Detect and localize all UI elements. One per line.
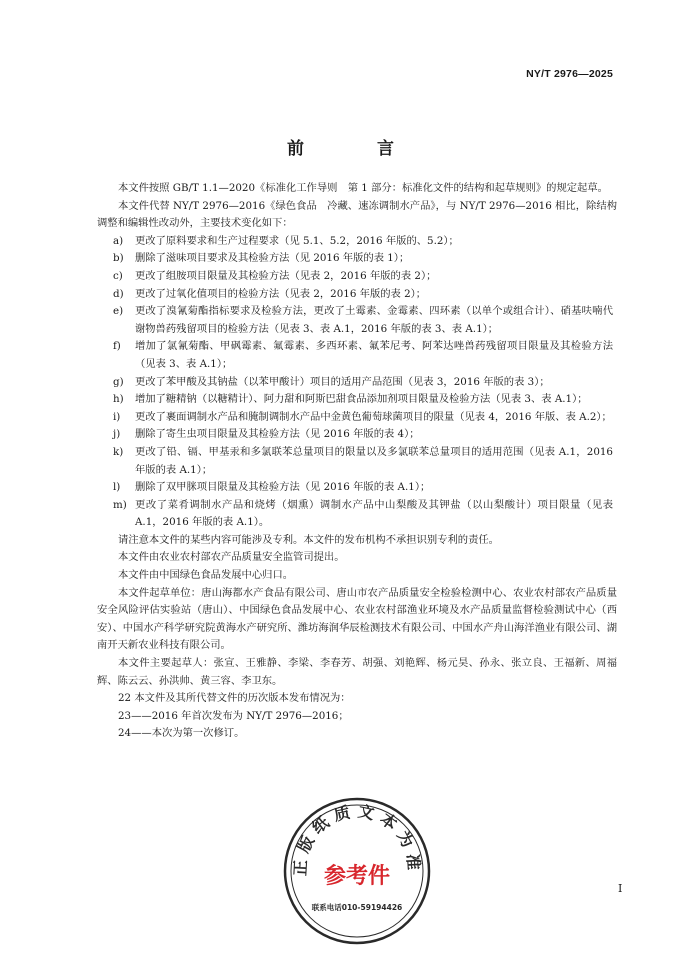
list-item — [97, 497, 617, 532]
list-item — [97, 409, 617, 427]
changes-list — [97, 233, 617, 532]
list-item-text: 更改了组胺项目限量及其检验方法（见表 2，2016 年版的表 2）； — [135, 269, 437, 282]
list-item-text: 更改了过氧化值项目的检验方法（见表 2，2016 年版的表 2）； — [135, 287, 427, 300]
list-item-text: 更改了原料要求和生产过程要求（见 5.1、5.2，2016 年版的、5.2）； — [135, 234, 459, 247]
list-item-mark: h) — [113, 393, 124, 406]
list-item-mark: k) — [113, 445, 124, 458]
list-item — [97, 444, 617, 479]
stamp-graphic — [282, 796, 432, 946]
history-line: 23——2016 年首次发布为 NY/T 2976—2016； — [118, 709, 349, 722]
list-item-text: 删除了滋味项目要求及其检验方法（见 2016 年版的表 1）； — [135, 252, 410, 265]
list-item-mark: d) — [113, 287, 124, 300]
list-item — [97, 338, 617, 373]
list-item-mark: a) — [113, 234, 124, 247]
list-item — [97, 374, 617, 392]
list-item-text: 更改了溴氰菊酯指标要求及检验方法，更改了土霉素、金霉素、四环素（以单个或组合计）、硝基呋喃代谢物兽药残留项目的检验方法（见表 3、表 A.1，2016 年版的表 3、表 A.1）； — [135, 305, 613, 335]
list-item-mark: b) — [113, 252, 124, 265]
stamp-center-text: 参考件 — [323, 864, 391, 889]
paragraph-drafting-units: 本文件起草单位：唐山海都水产食品有限公司、唐山市农产品质量安全检验检测中心、农业农村部农产品质量安全风险评估实验站（唐山）、中国绿色食品发展中心、农业农村部渔业环境及水产品质量监督检验测试中心（西安）、中国水产科学研究院黄海水产研究所、潍坊海润华辰检测技术有限公司、中国水产舟山海洋渔业有限公司、湖南开天新农业科技有限公司。 — [97, 586, 617, 652]
stamp-contact-text: 联系电话010-59194426 — [311, 903, 403, 912]
list-item-mark: e) — [113, 305, 124, 318]
list-item-text: 更改了苯甲酸及其钠盐（以苯甲酸计）项目的适用产品范围（见表 3，2016 年版的表 3）； — [135, 375, 550, 388]
list-item-text: 删除了双甲脒项目限量及其检验方法（见 2016 年版的表 A.1）； — [135, 481, 431, 494]
list-item-text: 更改了裹面调制水产品和腌制调制水产品中金黄色葡萄球菌项目的限量（见表 4，2016 年版、表 A.2）； — [135, 410, 612, 423]
list-item — [97, 391, 617, 409]
list-item-mark: l) — [113, 481, 121, 494]
list-item — [97, 303, 617, 338]
list-item — [97, 268, 617, 286]
paragraph-administrator: 本文件由中国绿色食品发展中心归口。 — [118, 569, 294, 582]
list-item-mark: m) — [113, 498, 127, 511]
list-item-text: 增加了氯氰菊酯、甲砜霉素、氟霉素、多西环素、氟苯尼考、阿苯达唑兽药残留项目限量及其检验方法（见表 3、表 A.1）； — [135, 340, 613, 370]
stamp-arc-path-text: 正版纸质文本为准 — [290, 801, 424, 877]
paragraph-drafters: 本文件主要起草人：张宣、王雅静、李梁、李春芳、胡强、刘艳辉、杨元昊、孙永、张立良、王福新、周福辉、陈云云、孙洪帅、黄三容、李卫东。 — [97, 657, 617, 687]
paragraph-patent-notice: 请注意本文件的某些内容可能涉及专利。本文件的发布机构不承担识别专利的责任。 — [118, 533, 499, 546]
list-item — [97, 426, 617, 444]
list-item — [97, 233, 617, 251]
document-body — [97, 180, 617, 743]
list-item — [97, 250, 617, 268]
list-item-mark: f) — [113, 340, 121, 353]
list-item-text: 更改了铅、镉、甲基汞和多氯联苯总量项目的限量以及多氯联苯总量项目的适用范围（见表 A.1，2016 年版的表 A.1）； — [135, 445, 613, 476]
list-item-mark: j) — [113, 428, 121, 441]
list-item-text: 删除了寄生虫项目限量及其检验方法（见 2016 年版的表 4）； — [135, 428, 420, 441]
list-item-mark: g) — [113, 375, 124, 388]
reference-stamp — [282, 796, 432, 946]
page-number: I — [618, 882, 623, 895]
paragraph-drafting-rules: 本文件按照 GB/T 1.1—2020《标准化工作导则 第 1 部分：标准化文件的结构和起草规则》的规定起草。 — [118, 182, 608, 194]
paragraph-proposer: 本文件由农业农村部农产品质量安全监管司提出。 — [118, 551, 345, 564]
list-item — [97, 286, 617, 304]
page-title: 前 言 — [287, 139, 422, 159]
list-item-mark: c) — [113, 269, 123, 282]
history-line: 22 本文件及其所代替文件的历次版本发布情况为： — [118, 692, 351, 705]
paragraph-replacement: 本文件代替 NY/T 2976—2016《绿色食品 冷藏、速冻调制水产品》，与 NY/T 2976—2016 相比，除结构调整和编辑性改动外，主要技术变化如下： — [97, 199, 617, 230]
history-line: 24——本次为第一次修订。 — [118, 727, 245, 740]
list-item-text: 增加了糖精钠（以糖精计）、阿力甜和阿斯巴甜食品添加剂项目限量及检验方法（见表 3、表 A.1）； — [135, 393, 588, 406]
standard-code: NY/T 2976—2025 — [526, 68, 613, 80]
list-item-text: 更改了菜肴调制水产品和烧烤（烟熏）调制水产品中山梨酸及其钾盐（以山梨酸计）项目限量（见表 A.1，2016 年版的表 A.1）。 — [135, 498, 613, 529]
list-item — [97, 479, 617, 497]
list-item-mark: i) — [113, 410, 121, 423]
